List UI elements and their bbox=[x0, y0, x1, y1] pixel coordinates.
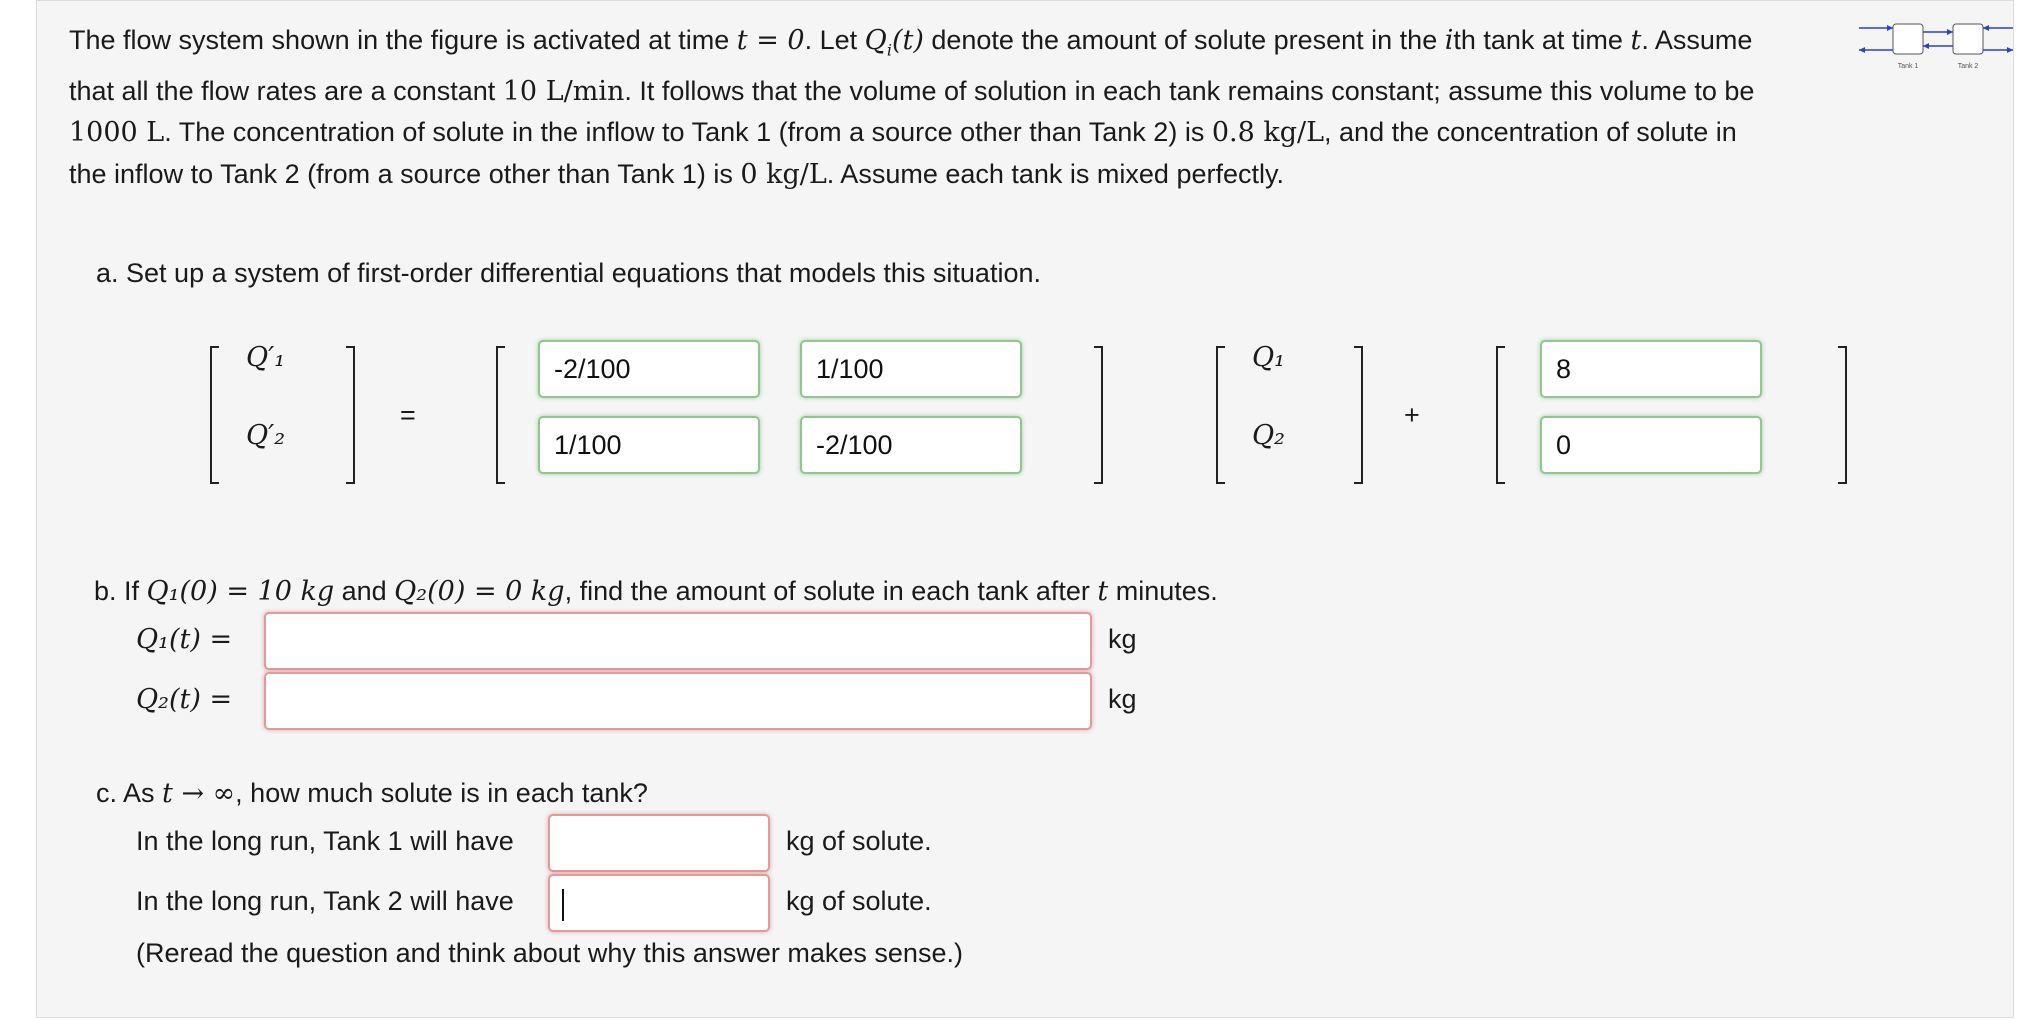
tank1-longrun-unit: kg of solute. bbox=[786, 826, 932, 856]
lhs-q1-prime: Q′₁ bbox=[246, 342, 286, 373]
math-Qi: $Q_i(t)$ bbox=[864, 25, 924, 60]
matrix-left-bracket bbox=[496, 346, 505, 484]
part-a-label: a. Set up a system of first-order differential equations that models this situation. bbox=[96, 258, 1041, 288]
tank1-longrun-text: In the long run, Tank 1 will have bbox=[136, 826, 514, 856]
q2-t-label: Q₂(t) = bbox=[136, 684, 233, 715]
part-c-label: c. As t → ∞, how much solute is in each tank? bbox=[96, 778, 648, 809]
plus-sign: + bbox=[1404, 400, 1420, 430]
math-limit: t → ∞ bbox=[162, 778, 236, 809]
constant-1-input[interactable] bbox=[1540, 340, 1762, 398]
q1-unit: kg bbox=[1108, 624, 1137, 654]
tank-2-shape bbox=[1953, 24, 1983, 54]
matrix-a11-input[interactable] bbox=[538, 340, 760, 398]
tank-flow-figure bbox=[1855, 18, 2015, 78]
q1-t-label: Q₁(t) = bbox=[136, 624, 233, 655]
math-conc2: 0 kg/L bbox=[740, 158, 827, 190]
q2-t-input[interactable] bbox=[264, 672, 1092, 730]
problem-statement: The flow system shown in the figure is activated at time t = 0. Let $Q_i(t)$ denote the amount of solute present in the ith tank at time t. Assume that all the flow rates are a constant 10 L/min. It follows that the volume of solution in each tank remains constant; assume this volume to be 1000 L. The concentration of solute in the inflow to Tank 1 (from a source other than Tank 2) is 0.8 kg/L, and the concentration of solute in the inflow to Tank 2 (from a source other than Tank 1) is 0 kg/L. Assume each tank is mixed perfectly. bbox=[69, 25, 1755, 190]
const-left-bracket bbox=[1496, 346, 1505, 484]
matrix-a22-input[interactable] bbox=[800, 416, 1022, 474]
lhs-left-bracket bbox=[210, 346, 219, 484]
tank2-longrun-unit: kg of solute. bbox=[786, 886, 932, 916]
reread-note: (Reread the question and think about why this answer makes sense.) bbox=[136, 938, 963, 968]
tank2-longrun-input[interactable] bbox=[548, 874, 770, 932]
tank2-longrun-text: In the long run, Tank 2 will have bbox=[136, 886, 514, 916]
qvec-left-bracket bbox=[1216, 346, 1225, 484]
part-b-label: b. If Q₁(0) = 10 kg and Q₂(0) = 0 kg, find the amount of solute in each tank after t minutes. bbox=[94, 576, 1218, 607]
math-q1-initial: Q₁(0) = 10 kg bbox=[146, 576, 335, 607]
lhs-right-bracket bbox=[346, 346, 355, 484]
q2-unit: kg bbox=[1108, 684, 1137, 714]
math-flow-rate: 10 L/min bbox=[502, 75, 625, 107]
q1-t-input[interactable] bbox=[264, 612, 1092, 670]
tank1-longrun-input[interactable] bbox=[548, 814, 770, 872]
const-right-bracket bbox=[1838, 346, 1847, 484]
math-t-eq-0: t = 0 bbox=[736, 25, 805, 56]
vec-q1: Q₁ bbox=[1252, 342, 1285, 373]
vec-q2: Q₂ bbox=[1252, 420, 1285, 451]
math-conc1: 0.8 kg/L bbox=[1211, 117, 1325, 149]
matrix-a12-input[interactable] bbox=[800, 340, 1022, 398]
equals-sign: = bbox=[400, 400, 416, 430]
lhs-q2-prime: Q′₂ bbox=[246, 420, 286, 451]
text-cursor bbox=[562, 889, 564, 921]
matrix-a21-input[interactable] bbox=[538, 416, 760, 474]
constant-2-input[interactable] bbox=[1540, 416, 1762, 474]
tank-1-label: Tank 1 bbox=[1897, 63, 1919, 70]
matrix-right-bracket bbox=[1094, 346, 1103, 484]
tank-2-label: Tank 2 bbox=[1957, 63, 1979, 70]
qvec-right-bracket bbox=[1354, 346, 1363, 484]
math-volume: 1000 L bbox=[69, 117, 165, 149]
math-q2-initial: Q₂(0) = 0 kg bbox=[394, 576, 565, 607]
tank-1-shape bbox=[1893, 24, 1923, 54]
